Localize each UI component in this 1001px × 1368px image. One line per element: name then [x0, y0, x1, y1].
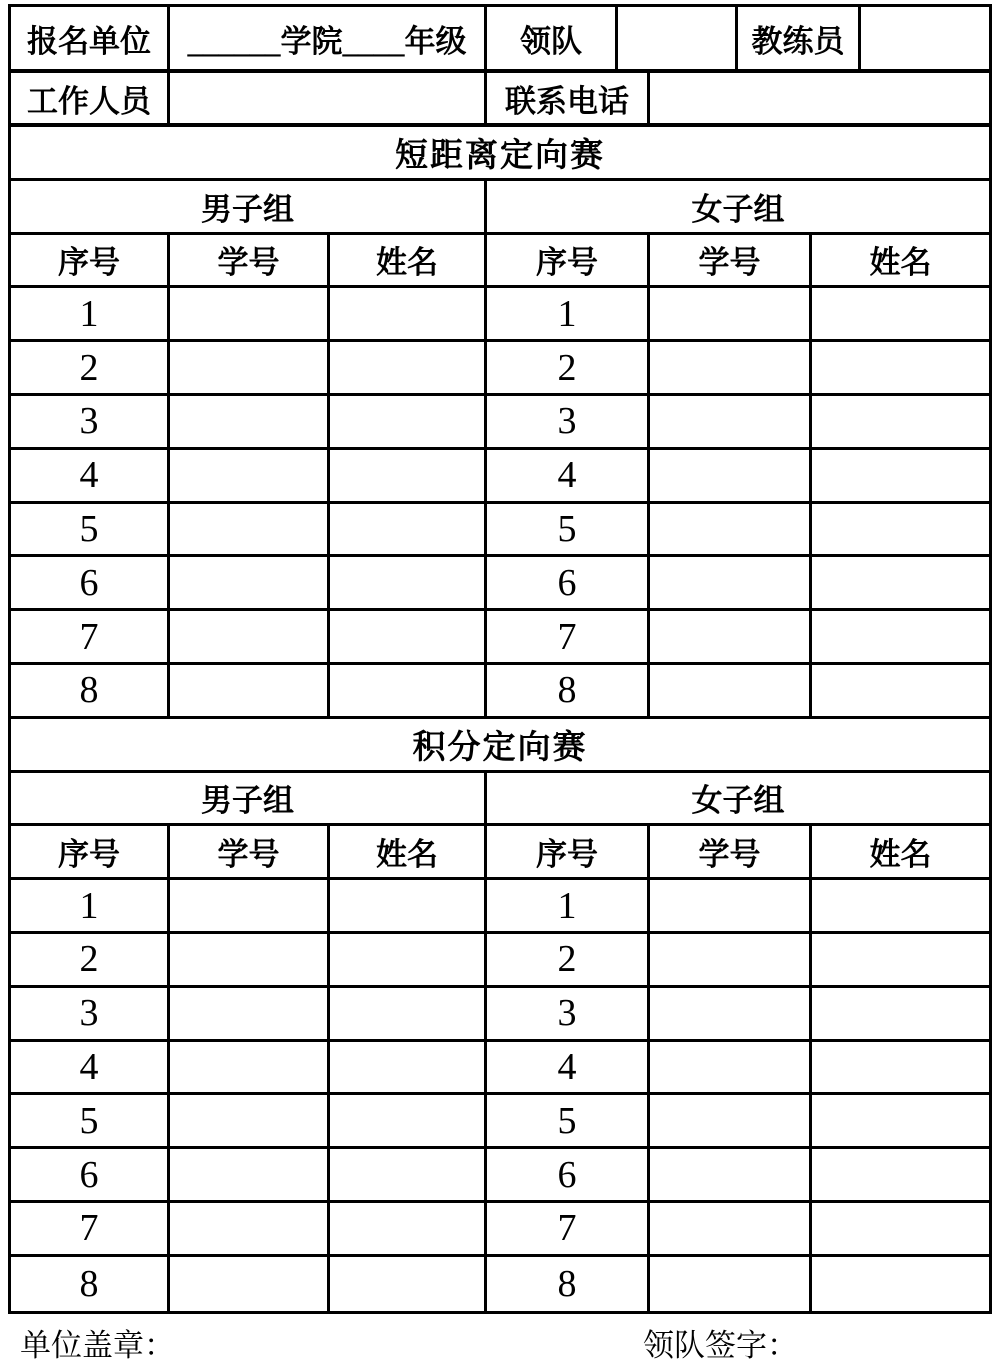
serial-cell: 7 — [487, 1203, 650, 1254]
name-cell[interactable] — [330, 504, 487, 555]
form-footer — [0, 1320, 1001, 1368]
name-cell[interactable] — [812, 611, 989, 662]
unit-label: 报名单位 — [11, 7, 170, 69]
serial-cell: 1 — [487, 288, 650, 339]
serial-cell: 6 — [11, 1149, 170, 1200]
serial-cell: 2 — [11, 342, 170, 393]
name-cell[interactable] — [812, 988, 989, 1039]
serial-cell: 5 — [487, 1095, 650, 1146]
name-cell[interactable] — [330, 1203, 487, 1254]
column-header-serial: 序号 — [487, 826, 650, 877]
serial-cell: 8 — [487, 665, 650, 716]
student-id-cell[interactable] — [650, 880, 812, 931]
student-id-cell[interactable] — [650, 1149, 812, 1200]
staff-value-field[interactable] — [170, 73, 487, 123]
serial-cell: 5 — [11, 504, 170, 555]
data-rows-section-2 — [11, 880, 989, 1310]
table-row — [11, 988, 989, 1042]
unit-seal-label: 单位盖章： — [20, 1328, 175, 1363]
column-header-name: 姓名 — [330, 826, 487, 877]
name-cell[interactable] — [812, 1042, 989, 1093]
name-cell[interactable] — [330, 988, 487, 1039]
serial-cell: 2 — [487, 934, 650, 985]
name-cell[interactable] — [330, 557, 487, 608]
student-id-cell[interactable] — [650, 342, 812, 393]
group-header-men: 男子组 — [11, 773, 487, 824]
name-cell[interactable] — [330, 880, 487, 931]
column-header-name: 姓名 — [330, 235, 487, 286]
student-id-cell[interactable] — [650, 1095, 812, 1146]
serial-cell: 7 — [487, 611, 650, 662]
table-row — [11, 1257, 989, 1311]
serial-cell: 4 — [487, 450, 650, 501]
header-row-2 — [11, 73, 989, 127]
table-row — [11, 880, 989, 934]
student-id-cell[interactable] — [170, 342, 330, 393]
name-cell[interactable] — [812, 665, 989, 716]
table-row — [11, 1203, 989, 1257]
student-id-cell[interactable] — [170, 1257, 330, 1311]
column-header-serial: 序号 — [11, 235, 170, 286]
serial-cell: 6 — [487, 557, 650, 608]
name-cell[interactable] — [330, 450, 487, 501]
student-id-cell[interactable] — [650, 288, 812, 339]
student-id-cell[interactable] — [170, 504, 330, 555]
student-id-cell[interactable] — [650, 557, 812, 608]
student-id-cell[interactable] — [170, 611, 330, 662]
serial-cell: 8 — [11, 1257, 170, 1311]
staff-label: 工作人员 — [11, 73, 170, 123]
student-id-cell[interactable] — [170, 396, 330, 447]
phone-value-field[interactable] — [650, 73, 989, 123]
section-title-row — [11, 127, 989, 181]
student-id-cell[interactable] — [650, 665, 812, 716]
group-header-women: 女子组 — [691, 783, 785, 819]
student-id-cell[interactable] — [650, 611, 812, 662]
serial-cell: 3 — [11, 396, 170, 447]
group-header-women: 女子组 — [691, 191, 785, 227]
name-cell[interactable] — [330, 288, 487, 339]
section-title-row — [11, 719, 989, 773]
table-row — [11, 288, 989, 342]
column-header-student-id: 学号 — [170, 826, 330, 877]
student-id-cell[interactable] — [170, 665, 330, 716]
name-cell[interactable] — [330, 665, 487, 716]
student-id-cell[interactable] — [170, 1149, 330, 1200]
name-cell[interactable] — [812, 1257, 989, 1311]
serial-cell: 3 — [487, 396, 650, 447]
student-id-cell[interactable] — [170, 934, 330, 985]
group-header-row — [11, 181, 989, 235]
serial-cell: 7 — [11, 611, 170, 662]
serial-cell: 4 — [11, 450, 170, 501]
student-id-cell[interactable] — [650, 1042, 812, 1093]
serial-cell: 1 — [11, 880, 170, 931]
serial-cell: 8 — [11, 665, 170, 716]
column-header-row — [11, 826, 989, 880]
serial-cell: 5 — [11, 1095, 170, 1146]
name-cell[interactable] — [330, 934, 487, 985]
name-cell[interactable] — [812, 880, 989, 931]
column-header-name: 姓名 — [869, 837, 932, 873]
table-row — [11, 665, 989, 719]
student-id-cell[interactable] — [170, 1203, 330, 1254]
data-rows-section-1 — [11, 288, 989, 718]
name-cell[interactable] — [330, 611, 487, 662]
leader-signature-label: 领队签字： — [643, 1328, 798, 1363]
column-header-row — [11, 235, 989, 289]
name-cell[interactable] — [812, 396, 989, 447]
serial-cell: 7 — [11, 1203, 170, 1254]
name-cell[interactable] — [330, 1149, 487, 1200]
serial-cell: 3 — [11, 988, 170, 1039]
table-row — [11, 504, 989, 558]
serial-cell: 2 — [11, 934, 170, 985]
column-header-name: 姓名 — [869, 245, 932, 281]
student-id-cell[interactable] — [170, 557, 330, 608]
coach-value-field[interactable] — [861, 7, 989, 69]
serial-cell: 1 — [11, 288, 170, 339]
table-row — [11, 1149, 989, 1203]
table-row — [11, 450, 989, 504]
leader-value-field[interactable] — [618, 7, 738, 69]
name-cell[interactable] — [812, 450, 989, 501]
column-header-student-id: 学号 — [650, 826, 812, 877]
name-cell[interactable] — [812, 1095, 989, 1146]
table-row — [11, 1042, 989, 1096]
student-id-cell[interactable] — [170, 1042, 330, 1093]
name-cell[interactable] — [330, 1257, 487, 1311]
serial-cell: 3 — [487, 988, 650, 1039]
name-cell[interactable] — [812, 342, 989, 393]
student-id-cell[interactable] — [650, 504, 812, 555]
unit-value-field[interactable]: ______学院____年级 — [170, 7, 487, 69]
student-id-cell[interactable] — [170, 880, 330, 931]
serial-cell: 4 — [487, 1042, 650, 1093]
column-header-student-id: 学号 — [170, 235, 330, 286]
student-id-cell[interactable] — [650, 988, 812, 1039]
student-id-cell[interactable] — [650, 450, 812, 501]
group-header-row — [11, 773, 989, 827]
table-row — [11, 1095, 989, 1149]
column-header-serial: 序号 — [11, 826, 170, 877]
student-id-cell[interactable] — [650, 1257, 812, 1311]
student-id-cell[interactable] — [170, 988, 330, 1039]
leader-label: 领队 — [487, 7, 618, 69]
coach-label: 教练员 — [738, 7, 861, 69]
column-header-student-id: 学号 — [650, 235, 812, 286]
name-cell[interactable] — [812, 1149, 989, 1200]
serial-cell: 2 — [487, 342, 650, 393]
student-id-cell[interactable] — [170, 450, 330, 501]
name-cell[interactable] — [330, 1042, 487, 1093]
serial-cell: 1 — [487, 880, 650, 931]
name-cell[interactable] — [812, 934, 989, 985]
phone-label: 联系电话 — [487, 73, 650, 123]
table-row — [11, 396, 989, 450]
section-title: 积分定向赛 — [412, 729, 588, 766]
student-id-cell[interactable] — [170, 1095, 330, 1146]
table-row — [11, 342, 989, 396]
header-row-1 — [11, 7, 989, 73]
name-cell[interactable] — [812, 288, 989, 339]
group-header-men: 男子组 — [11, 181, 487, 232]
name-cell[interactable] — [812, 557, 989, 608]
name-cell[interactable] — [330, 342, 487, 393]
student-id-cell[interactable] — [170, 288, 330, 339]
name-cell[interactable] — [330, 396, 487, 447]
serial-cell: 4 — [11, 1042, 170, 1093]
serial-cell: 6 — [487, 1149, 650, 1200]
column-header-serial: 序号 — [487, 235, 650, 286]
table-row — [11, 934, 989, 988]
name-cell[interactable] — [812, 1203, 989, 1254]
student-id-cell[interactable] — [650, 1203, 812, 1254]
registration-table — [8, 4, 992, 1314]
serial-cell: 8 — [487, 1257, 650, 1311]
serial-cell: 6 — [11, 557, 170, 608]
serial-cell: 5 — [487, 504, 650, 555]
name-cell[interactable] — [812, 504, 989, 555]
student-id-cell[interactable] — [650, 934, 812, 985]
name-cell[interactable] — [330, 1095, 487, 1146]
student-id-cell[interactable] — [650, 396, 812, 447]
table-row — [11, 611, 989, 665]
table-row — [11, 557, 989, 611]
section-title: 短距离定向赛 — [395, 137, 605, 174]
